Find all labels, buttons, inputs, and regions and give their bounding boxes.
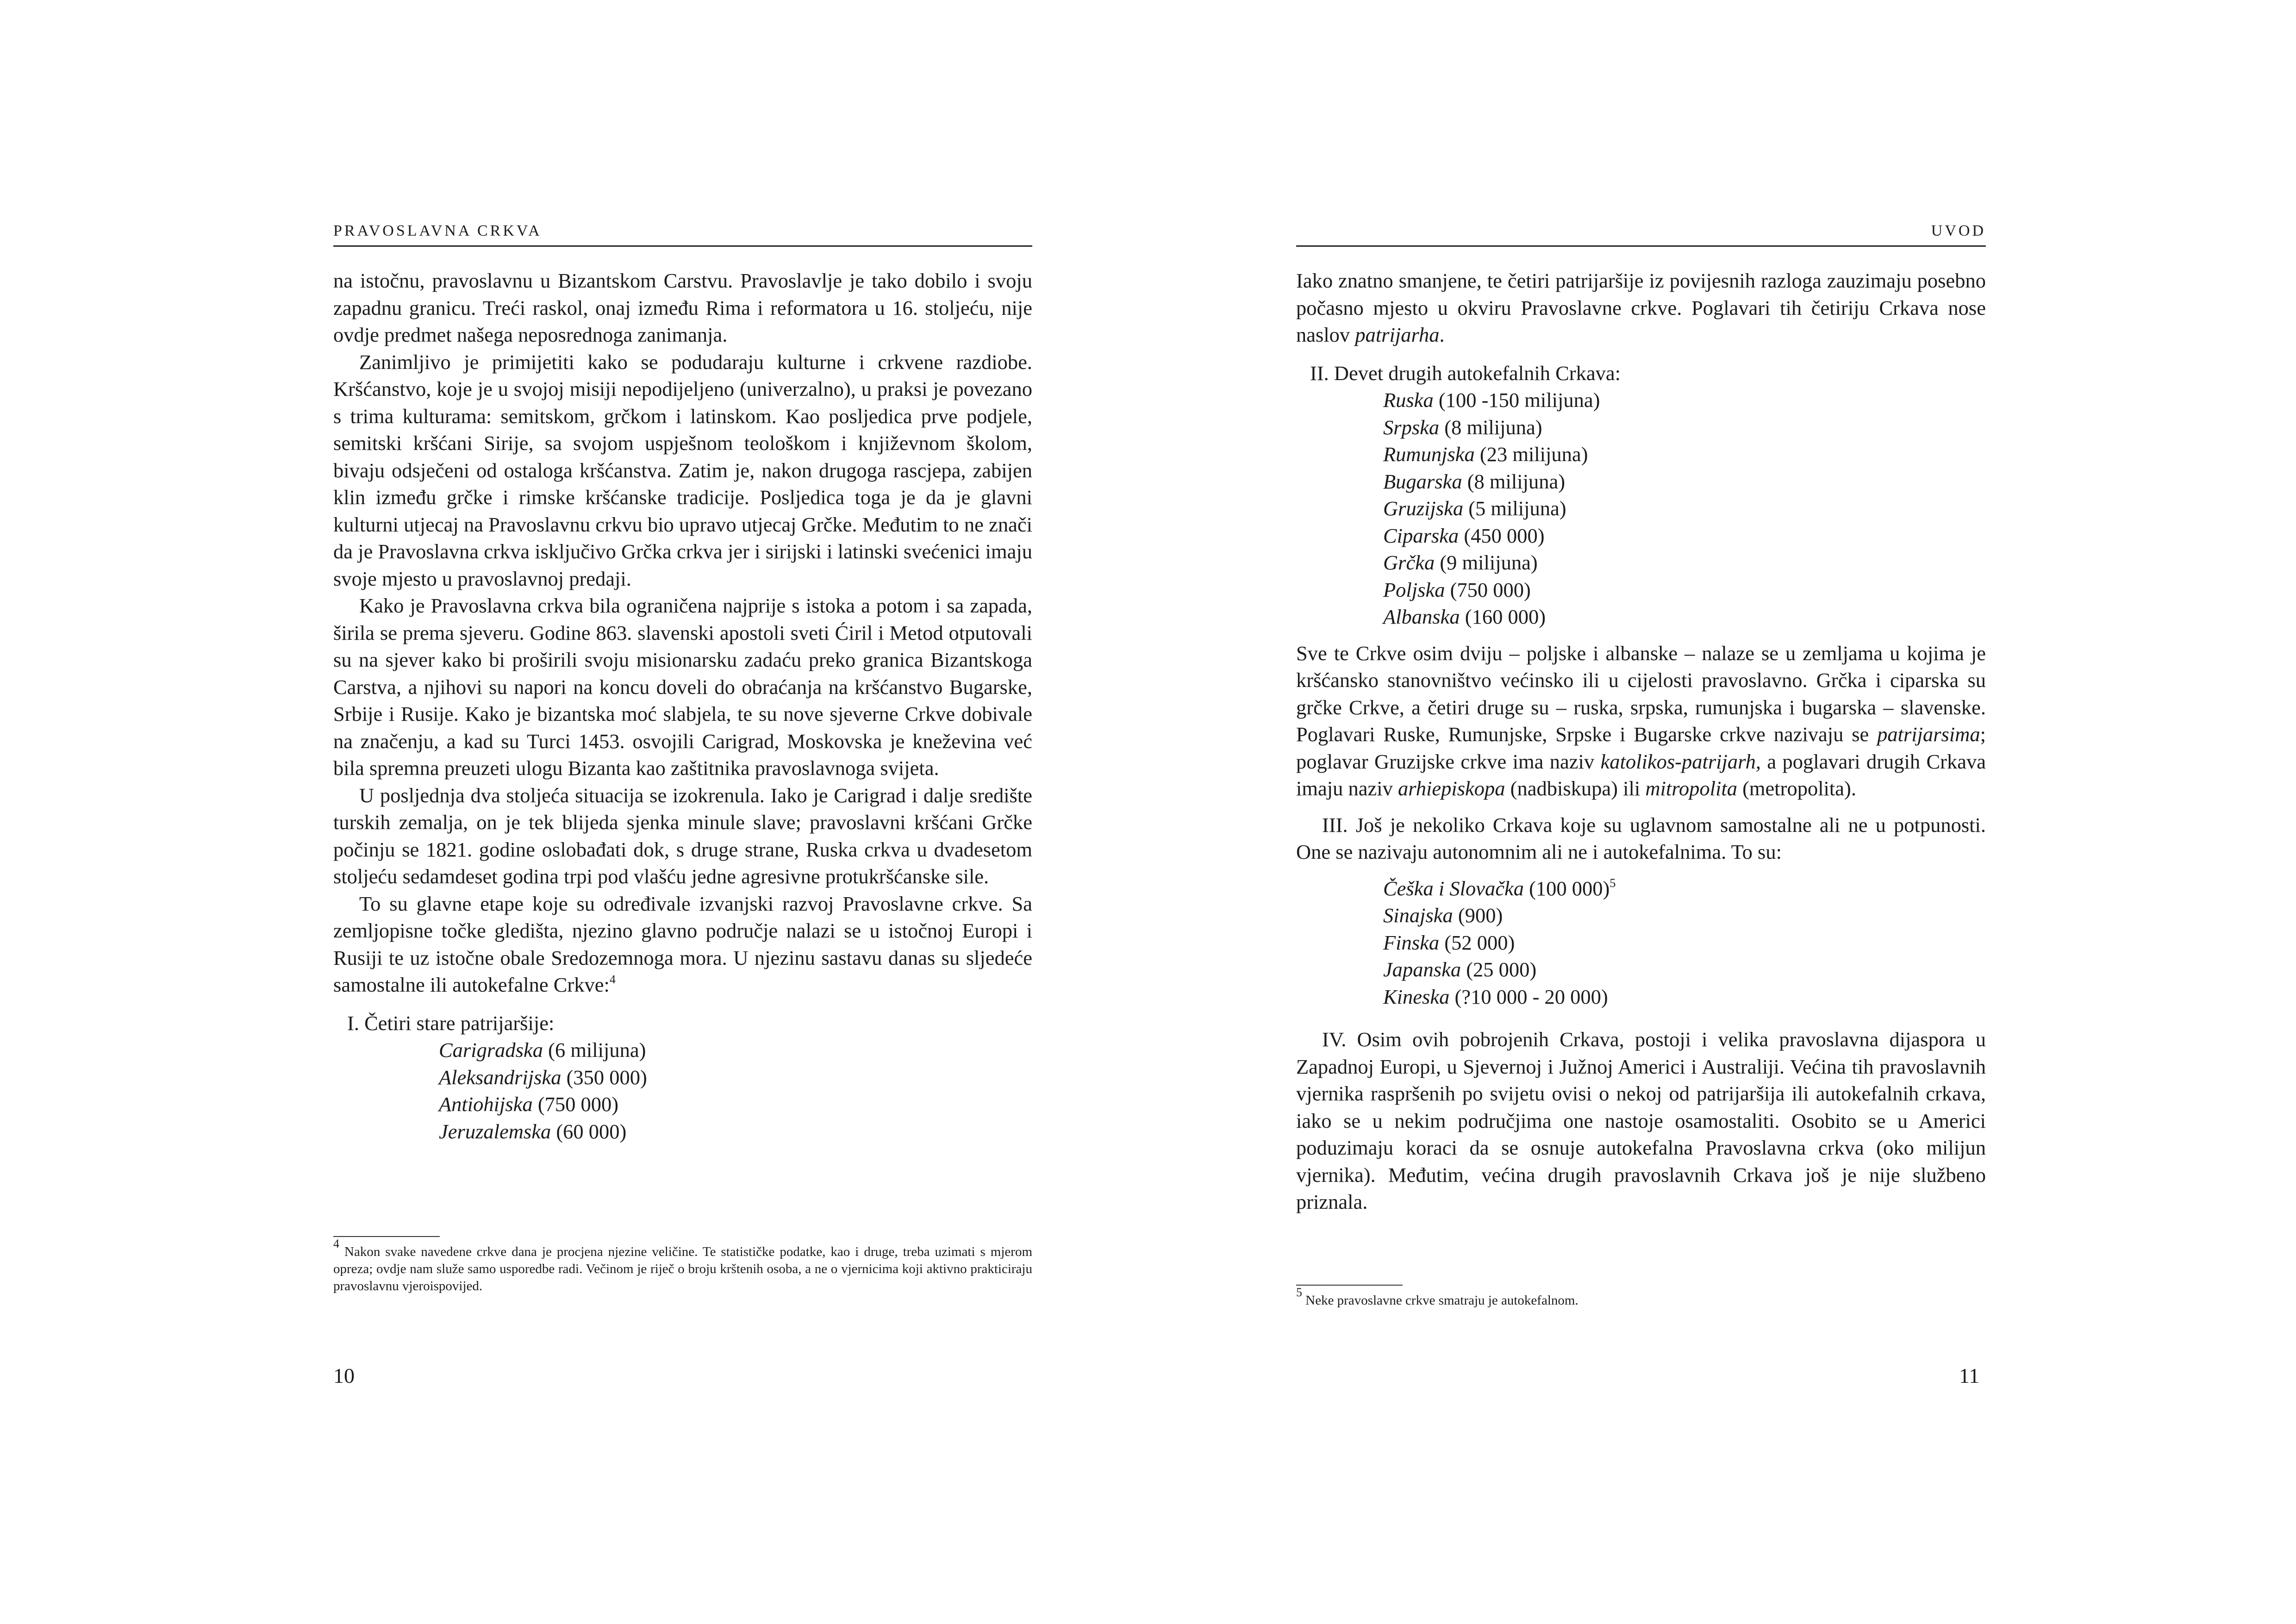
- church-name: Ciparska: [1383, 524, 1459, 547]
- church-size: (9 milijuna): [1440, 551, 1538, 574]
- list-item: [1383, 522, 1986, 550]
- list-item: [439, 1037, 1032, 1064]
- church-list: [1296, 387, 1986, 631]
- list-item: [1383, 387, 1986, 414]
- church-name: Bugarska: [1383, 469, 1462, 493]
- list-item: [1383, 875, 1986, 902]
- church-size: (25 000): [1466, 958, 1537, 981]
- paragraph-text: Iako znatno smanjene, te četiri patrijaršije iz povijesnih razloga zauzimaju posebno počasno mjesto u okviru Pravoslavne crkve. Poglavari tih četiriju Crkava nose naslov: [1296, 269, 1986, 346]
- page-number: 10: [333, 1364, 355, 1387]
- church-size: (8 milijuna): [1444, 415, 1542, 439]
- church-size: (8 milijuna): [1467, 469, 1566, 493]
- footnote-rule: [333, 1236, 440, 1237]
- church-size: (350 000): [566, 1065, 647, 1089]
- church-size: (100 000): [1529, 876, 1610, 900]
- left-footnotes: [333, 1236, 1032, 1295]
- church-name: Gruzijska: [1383, 497, 1464, 520]
- term: arhiepiskopa: [1398, 777, 1505, 800]
- paragraph-text: ; poglavar Gruzijske crkve ima naziv: [1296, 723, 1986, 773]
- list-item: [1383, 983, 1986, 1011]
- term: mitropolita: [1645, 777, 1737, 800]
- church-name: Srpska: [1383, 415, 1440, 439]
- church-name: Poljska: [1383, 578, 1445, 601]
- church-size: (6 milijuna): [548, 1038, 646, 1062]
- footnote: [1296, 1286, 1986, 1309]
- paragraph: III. Još je nekoliko Crkava koje su uglavnom samostalne ali ne u potpunosti. One se nazivaju autonomnim ali ne i autokefalnima. To su:: [1296, 813, 1986, 863]
- paragraph-text: Sve te Crkve osim dviju – poljske i albanske – nalaze se u zemljama u kojima je kršćansko stanovništvo većinsko ili u cijelosti pravoslavno. Grčka i ciparska su grčke Crkve, a četiri druge su – ruska, srpska, rumunjska i bugarska – slavenske. Poglavari Ruske, Rumunjske, Srpske i Bugarske crkve nazivaju se: [1296, 641, 1986, 746]
- footnote-text: Neke pravoslavne crkve smatraju je autokefalnom.: [1305, 1293, 1578, 1308]
- list-item: [1383, 956, 1986, 983]
- church-name: Grčka: [1383, 551, 1435, 574]
- church-name: Kineska: [1383, 985, 1450, 1008]
- list-item: [1383, 414, 1986, 441]
- church-size: (900): [1458, 904, 1503, 927]
- running-head: PRAVOSLAVNA CRKVA: [333, 222, 1032, 247]
- church-name: Japanska: [1383, 958, 1461, 981]
- list-heading: II. Devet drugih autokefalnih Crkava:: [1310, 361, 1621, 385]
- church-size: (60 000): [556, 1119, 627, 1143]
- list-item: [1383, 495, 1986, 522]
- list-item: [439, 1064, 1032, 1091]
- church-size: (160 000): [1465, 605, 1546, 628]
- list-item: [1383, 576, 1986, 604]
- church-name: Carigradska: [439, 1038, 543, 1062]
- list-item: [1383, 902, 1986, 929]
- paragraph: Zanimljivo je primijetiti kako se podudaraju kulturne i crkvene razdiobe. Kršćanstvo, koje je u svojoj misiji nepodijeljeno (univerzalno), u praksi je povezano s trima kulturama: semitskom, grčkom i latinskom. Kao posljedica prve podjele, semitski kršćani Sirije, sa svojom uspješnom teološkom i književnom školom, bivaju odsječeni od ostaloga kršćanstva. Zatim je, nakon drugoga rascjepa, zabijen klin između grčke i rimske kršćanske tradicije. Posljedica toga je da je glavni kulturni utjecaj na Pravoslavnu crkvu bio upravo utjecaj Grčke. Međutim to ne znači da je Pravoslavna crkva isključivo Grčka crkva jer i sirijski i latinski svećenici imaju svoje mjesto u pravoslavnoj predaji.: [333, 350, 1032, 590]
- church-size: (450 000): [1464, 524, 1545, 547]
- church-list: [333, 1037, 1032, 1145]
- list-item: [1383, 929, 1986, 956]
- church-size: (?10 000 - 20 000): [1454, 985, 1608, 1008]
- list-item: [439, 1091, 1032, 1118]
- church-size: (750 000): [1450, 578, 1531, 601]
- paragraph: [333, 890, 1032, 999]
- list-item: [1383, 549, 1986, 576]
- term: patrijarsima: [1877, 723, 1980, 746]
- church-name: Antiohijska: [439, 1093, 533, 1116]
- list-heading: I. Četiri stare patrijaršije:: [347, 1011, 555, 1035]
- footnote-number: 5: [1296, 1286, 1302, 1299]
- footnote-rule: [1296, 1285, 1403, 1286]
- footnote-ref: 5: [1610, 876, 1616, 890]
- running-head: UVOD: [1296, 222, 1986, 247]
- footnote-ref: 4: [609, 973, 616, 986]
- page-number: 11: [1959, 1364, 1980, 1387]
- paragraph-text: To su glavne etape koje su određivale izvanjski razvoj Pravoslavne crkve. Sa zemljopisne točke gledišta, njezino glavno područje nalazi se u istočnoj Europi i Rusiji te uz istočne obale Sredozemnoga mora. U njezinu sastavu danas su sljedeće samostalne ili autokefalne Crkve:: [333, 892, 1032, 996]
- list-item: [1383, 603, 1986, 631]
- church-size: (23 milijuna): [1479, 443, 1588, 466]
- right-footnotes: [1296, 1285, 1986, 1309]
- list-item: [1383, 441, 1986, 468]
- left-page: [333, 222, 1032, 1145]
- paragraph-text: (nadbiskupa) ili: [1505, 777, 1646, 800]
- church-name: Sinajska: [1383, 904, 1453, 927]
- paragraph: [1296, 267, 1986, 349]
- footnote: [333, 1237, 1033, 1295]
- church-name: Finska: [1383, 931, 1440, 954]
- paragraph-text: a poglavari drugih Crkava imaju naziv: [1296, 750, 1986, 800]
- body-text: [1296, 267, 1986, 1216]
- church-size: (750 000): [537, 1093, 619, 1116]
- church-size: (5 milijuna): [1468, 497, 1566, 520]
- paragraph: U posljednja dva stoljeća situacija se izokrenula. Iako je Carigrad i dalje središte turskih zemalja, on je tek blijeda sjenka minule slave; pravoslavni kršćani Grčke počinju se 1821. godine oslobađati dok, s druge strane, Ruska crkva u dvadesetom stoljeću sedamdeset godina trpi pod vlašću jedne agresivne protukršćanske sile.: [333, 783, 1032, 888]
- paragraph: IV. Osim ovih pobrojenih Crkava, postoji i velika pravoslavna dijaspora u Zapadnoj Europi, u Sjevernoj i Južnoj Americi i Australiji. Većina tih pravoslavnih vjernika raspršenih po svijetu ovisi o nekoj od patrijaršija ili autokefalnih crkava, iako se u nekim područjima one nastoje osamostaliti. Osobito se u Americi poduzimaju koraci da se osnuje autokefalna Pravoslavna crkva (oko milijun vjernika). Međutim, većina drugih pravoslavnih Crkava još je nije službeno priznala.: [1296, 1028, 1986, 1213]
- paragraph-text: .: [1439, 323, 1445, 346]
- term: patrijarha: [1355, 323, 1440, 346]
- body-text: [333, 267, 1032, 1145]
- paragraph: [1296, 640, 1986, 802]
- church-name: Ruska: [1383, 388, 1434, 412]
- list-item: [1383, 468, 1986, 495]
- list-item: [439, 1118, 1032, 1145]
- church-name: Češka i Slovačka: [1383, 876, 1524, 900]
- paragraph: na istočnu, pravoslavnu u Bizantskom Carstvu. Pravoslavlje je tako dobilo i svoju zapadnu granicu. Treći raskol, onaj između Rima i reformatora u 16. stoljeću, nije ovdje predmet našega neposrednoga zanimanja.: [333, 269, 1032, 346]
- right-page: [1296, 222, 1986, 1216]
- church-name: Jeruzalemska: [439, 1119, 551, 1143]
- church-name: Aleksandrijska: [439, 1065, 562, 1089]
- church-name: Rumunjska: [1383, 443, 1475, 466]
- church-size: (100 -150 milijuna): [1438, 388, 1600, 412]
- paragraph-text: (metropolita).: [1737, 777, 1856, 800]
- term: katolikos-patrijarh,: [1600, 750, 1761, 773]
- church-name: Albanska: [1383, 605, 1460, 628]
- church-list: [1296, 875, 1986, 1011]
- footnote-number: 4: [333, 1237, 339, 1250]
- paragraph: Kako je Pravoslavna crkva bila ograničena najprije s istoka a potom i sa zapada, širila se prema sjeveru. Godine 863. slavenski apostoli sveti Ćiril i Metod otputovali su na sjever kako bi proširili svoju misionarsku zadaću preko granica Bizantskoga Carstva, a njihovi su napori na koncu doveli do obraćanja na kršćanstvo Bugarske, Srbije i Rusije. Kako je bizantska moć slabjela, te su nove sjeverne Crkve dobivale na značenju, a kad su Turci 1453. osvojili Carigrad, Moskovska je kneževina već bila spremna preuzeti ulogu Bizanta kao zaštitnika pravoslavnoga svijeta.: [333, 594, 1032, 780]
- church-size: (52 000): [1444, 931, 1515, 954]
- footnote-text: Nakon svake navedene crkve dana je procjena njezine veličine. Te statističke podatke, kao i druge, treba uzimati s mjerom opreza; ovdje nam služe samo usporedbe radi. Večinom je riječ o broju krštenih osoba, a ne o vjernicima koji aktivno prakticiraju pravoslavnu vjeroispovijed.: [333, 1244, 1033, 1293]
